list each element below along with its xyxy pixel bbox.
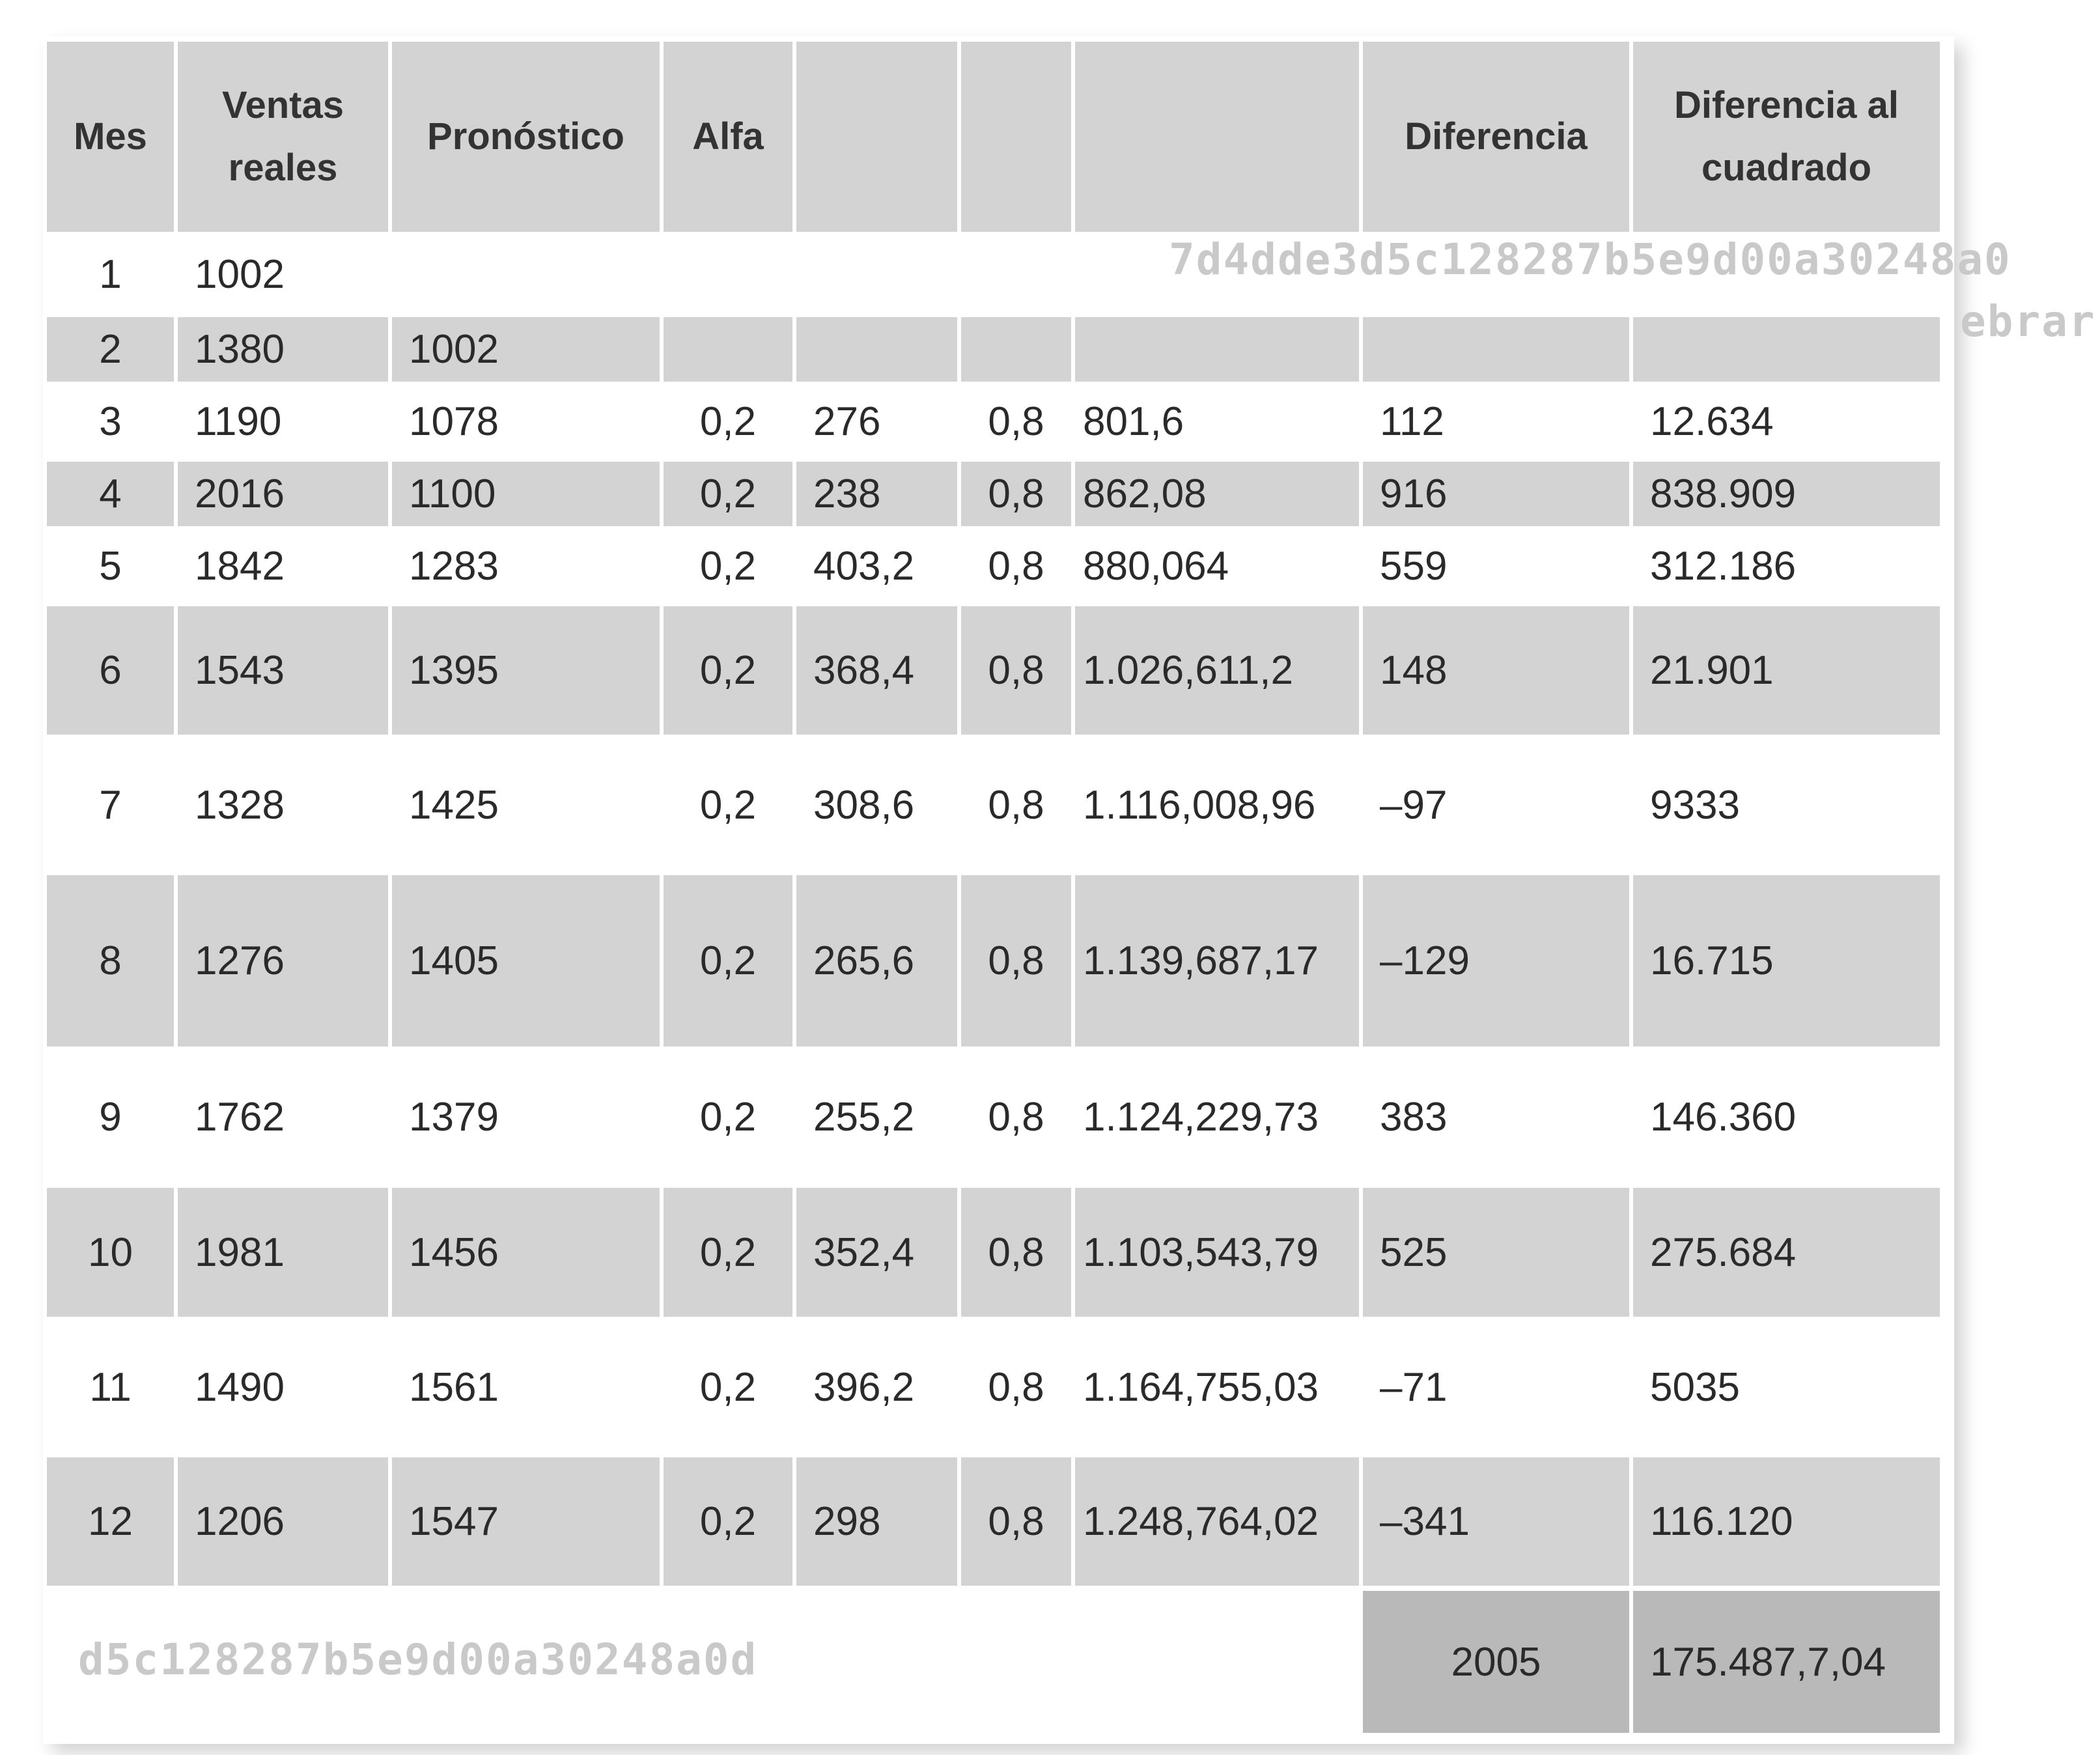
cell-col-5: 265,6 xyxy=(796,875,957,1046)
cell-diferencia-al-cuadrado: 16.715 xyxy=(1633,875,1940,1046)
cell-pronostico: 1078 xyxy=(409,399,499,444)
cell-col-7: 1.026,611,2 xyxy=(1075,606,1359,735)
cell-diferencia-al-cuadrado: 9333 xyxy=(1650,782,1740,828)
cell-col-5 xyxy=(796,237,957,312)
cell-col-7: 1.139,687,17 xyxy=(1075,875,1359,1046)
total-diferencia-al-cuadrado: 175.487,7,04 xyxy=(1633,1591,1940,1733)
table-row xyxy=(47,317,1940,382)
cell-col-6: 0,8 xyxy=(988,782,1044,828)
header-ventas-reales xyxy=(178,42,388,232)
cell-alfa: 0,2 xyxy=(664,1188,792,1317)
cell-diferencia-al-cuadrado: 838.909 xyxy=(1633,462,1940,526)
cell-ventas-reales: 1206 xyxy=(178,1457,388,1586)
header-col-7 xyxy=(1075,42,1359,232)
cell-ventas-reales: 1002 xyxy=(195,252,285,297)
cell-alfa: 0,2 xyxy=(664,462,792,526)
cell-diferencia-al-cuadrado: 275.684 xyxy=(1633,1188,1940,1317)
cell-ventas-reales: 1276 xyxy=(178,875,388,1046)
cell-col-6: 0,8 xyxy=(961,462,1071,526)
header-label: Pronóstico xyxy=(427,115,624,158)
cell-diferencia: –97 xyxy=(1380,782,1448,828)
cell-alfa: 0,2 xyxy=(664,606,792,735)
cell-ventas-reales: 1981 xyxy=(178,1188,388,1317)
cell-col-5: 255,2 xyxy=(813,1095,915,1140)
cell-mes: 8 xyxy=(47,875,174,1046)
cell-ventas-reales: 1762 xyxy=(195,1095,285,1140)
cell-mes: 1 xyxy=(99,252,122,297)
cell-col-6 xyxy=(961,237,1071,312)
cell-diferencia: 525 xyxy=(1363,1188,1629,1317)
cell-diferencia-al-cuadrado: 312.186 xyxy=(1650,544,1797,589)
cell-col-5: 368,4 xyxy=(796,606,957,735)
cell-col-7: 1.164,755,03 xyxy=(1083,1364,1319,1410)
cell-pronostico: 1379 xyxy=(409,1095,499,1140)
cell-mes: 11 xyxy=(89,1364,132,1410)
cell-col-6: 0,8 xyxy=(961,1457,1071,1586)
cell-ventas-reales: 2016 xyxy=(178,462,388,526)
header-label: Diferencia xyxy=(1405,115,1588,158)
table-row xyxy=(47,1322,1940,1452)
cell-pronostico xyxy=(392,237,660,312)
cell-col-6: 0,8 xyxy=(988,399,1044,444)
cell-col-7: 801,6 xyxy=(1083,399,1184,444)
cell-ventas-reales: 1490 xyxy=(195,1364,285,1410)
cell-col-5: 238 xyxy=(796,462,957,526)
cell-ventas-reales: 1380 xyxy=(178,317,388,382)
cell-alfa: 0,2 xyxy=(699,1095,757,1140)
cell-col-6: 0,8 xyxy=(988,1095,1044,1140)
cell-mes: 6 xyxy=(47,606,174,735)
cell-diferencia: 112 xyxy=(1380,399,1444,444)
header-col-6 xyxy=(961,42,1071,232)
cell-diferencia: 559 xyxy=(1380,544,1448,589)
cell-ventas-reales: 1543 xyxy=(178,606,388,735)
cell-col-6: 0,8 xyxy=(988,1364,1044,1410)
cell-diferencia-al-cuadrado xyxy=(1633,317,1940,382)
cell-pronostico: 1425 xyxy=(409,782,499,828)
cell-col-7: 880,064 xyxy=(1083,544,1229,589)
table-row xyxy=(47,1052,1940,1183)
cell-diferencia-al-cuadrado: 21.901 xyxy=(1633,606,1940,735)
table-row xyxy=(47,1188,1940,1317)
table-row xyxy=(47,740,1940,870)
cell-col-5: 308,6 xyxy=(813,782,915,828)
cell-diferencia: 916 xyxy=(1363,462,1629,526)
cell-ventas-reales: 1190 xyxy=(195,399,282,444)
table-row xyxy=(47,606,1940,735)
table-row xyxy=(47,462,1940,526)
cell-mes: 7 xyxy=(99,782,122,828)
header-diferencia-al-cuadrado xyxy=(1633,42,1940,232)
watermark: d5c128287b5e9d00a30248a0d xyxy=(78,1635,758,1685)
cell-pronostico: 1456 xyxy=(392,1188,660,1317)
cell-diferencia: –71 xyxy=(1380,1364,1448,1410)
cell-mes: 10 xyxy=(47,1188,174,1317)
cell-diferencia-al-cuadrado: 146.360 xyxy=(1650,1095,1797,1140)
cell-col-5: 276 xyxy=(813,399,881,444)
cell-col-7: 1.103,543,79 xyxy=(1075,1188,1359,1317)
cell-col-7: 1.116,008,96 xyxy=(1083,782,1316,828)
header-label: Diferencia al cuadrado xyxy=(1674,84,1899,189)
cell-col-5: 298 xyxy=(796,1457,957,1586)
cell-alfa: 0,2 xyxy=(699,782,757,828)
cell-mes: 4 xyxy=(47,462,174,526)
cell-col-7: 1.248,764,02 xyxy=(1075,1457,1359,1586)
header-pronostico xyxy=(392,42,660,232)
cell-col-6: 0,8 xyxy=(988,544,1044,589)
cell-col-5: 352,4 xyxy=(796,1188,957,1317)
table-row xyxy=(47,875,1940,1046)
cell-col-7: 1.124,229,73 xyxy=(1083,1095,1319,1140)
cell-diferencia: –341 xyxy=(1363,1457,1629,1586)
header-col-5 xyxy=(796,42,957,232)
cell-alfa: 0,2 xyxy=(664,1457,792,1586)
cell-col-6 xyxy=(961,317,1071,382)
cell-diferencia: 383 xyxy=(1380,1095,1448,1140)
watermark: ebrar xyxy=(1960,296,2096,346)
cell-col-5: 396,2 xyxy=(813,1364,915,1410)
cell-col-6: 0,8 xyxy=(961,606,1071,735)
cell-pronostico: 1561 xyxy=(409,1364,499,1410)
cell-pronostico: 1547 xyxy=(392,1457,660,1586)
cell-alfa: 0,2 xyxy=(664,875,792,1046)
header-diferencia xyxy=(1363,42,1629,232)
cell-alfa xyxy=(664,317,792,382)
cell-diferencia-al-cuadrado: 5035 xyxy=(1650,1364,1740,1410)
cell-diferencia xyxy=(1363,317,1629,382)
table-row xyxy=(47,1457,1940,1586)
cell-diferencia: 148 xyxy=(1363,606,1629,735)
cell-alfa: 0,2 xyxy=(699,544,757,589)
forecast-table xyxy=(43,36,1944,1738)
cell-mes: 3 xyxy=(99,399,122,444)
cell-diferencia: –129 xyxy=(1363,875,1629,1046)
header-label: Mes xyxy=(74,115,147,158)
cell-col-7: 862,08 xyxy=(1075,462,1359,526)
header-row xyxy=(47,42,1940,232)
cell-mes: 2 xyxy=(47,317,174,382)
cell-diferencia-al-cuadrado: 116.120 xyxy=(1633,1457,1940,1586)
cell-mes: 12 xyxy=(47,1457,174,1586)
cell-pronostico: 1283 xyxy=(409,544,499,589)
total-diferencia: 2005 xyxy=(1363,1591,1629,1733)
cell-col-7 xyxy=(1075,317,1359,382)
cell-col-5: 403,2 xyxy=(813,544,915,589)
table-row xyxy=(47,531,1940,601)
cell-mes: 9 xyxy=(99,1095,122,1140)
cell-alfa xyxy=(664,237,792,312)
cell-alfa: 0,2 xyxy=(699,399,757,444)
cell-ventas-reales: 1842 xyxy=(195,544,285,589)
cell-col-6: 0,8 xyxy=(961,875,1071,1046)
header-mes xyxy=(47,42,174,232)
table-row xyxy=(47,387,1940,456)
header-label: Alfa xyxy=(692,115,764,158)
cell-mes: 5 xyxy=(99,544,122,589)
cell-diferencia-al-cuadrado: 12.634 xyxy=(1650,399,1774,444)
cell-pronostico: 1002 xyxy=(392,317,660,382)
cell-alfa: 0,2 xyxy=(699,1364,757,1410)
cell-col-5 xyxy=(796,317,957,382)
cell-ventas-reales: 1328 xyxy=(195,782,285,828)
cell-pronostico: 1100 xyxy=(392,462,660,526)
header-alfa xyxy=(664,42,792,232)
watermark: 7d4dde3d5c128287b5e9d00a30248a0 xyxy=(1169,234,2011,285)
cell-col-6: 0,8 xyxy=(961,1188,1071,1317)
header-label: Ventas reales xyxy=(222,84,344,189)
cell-pronostico: 1395 xyxy=(392,606,660,735)
cell-pronostico: 1405 xyxy=(392,875,660,1046)
